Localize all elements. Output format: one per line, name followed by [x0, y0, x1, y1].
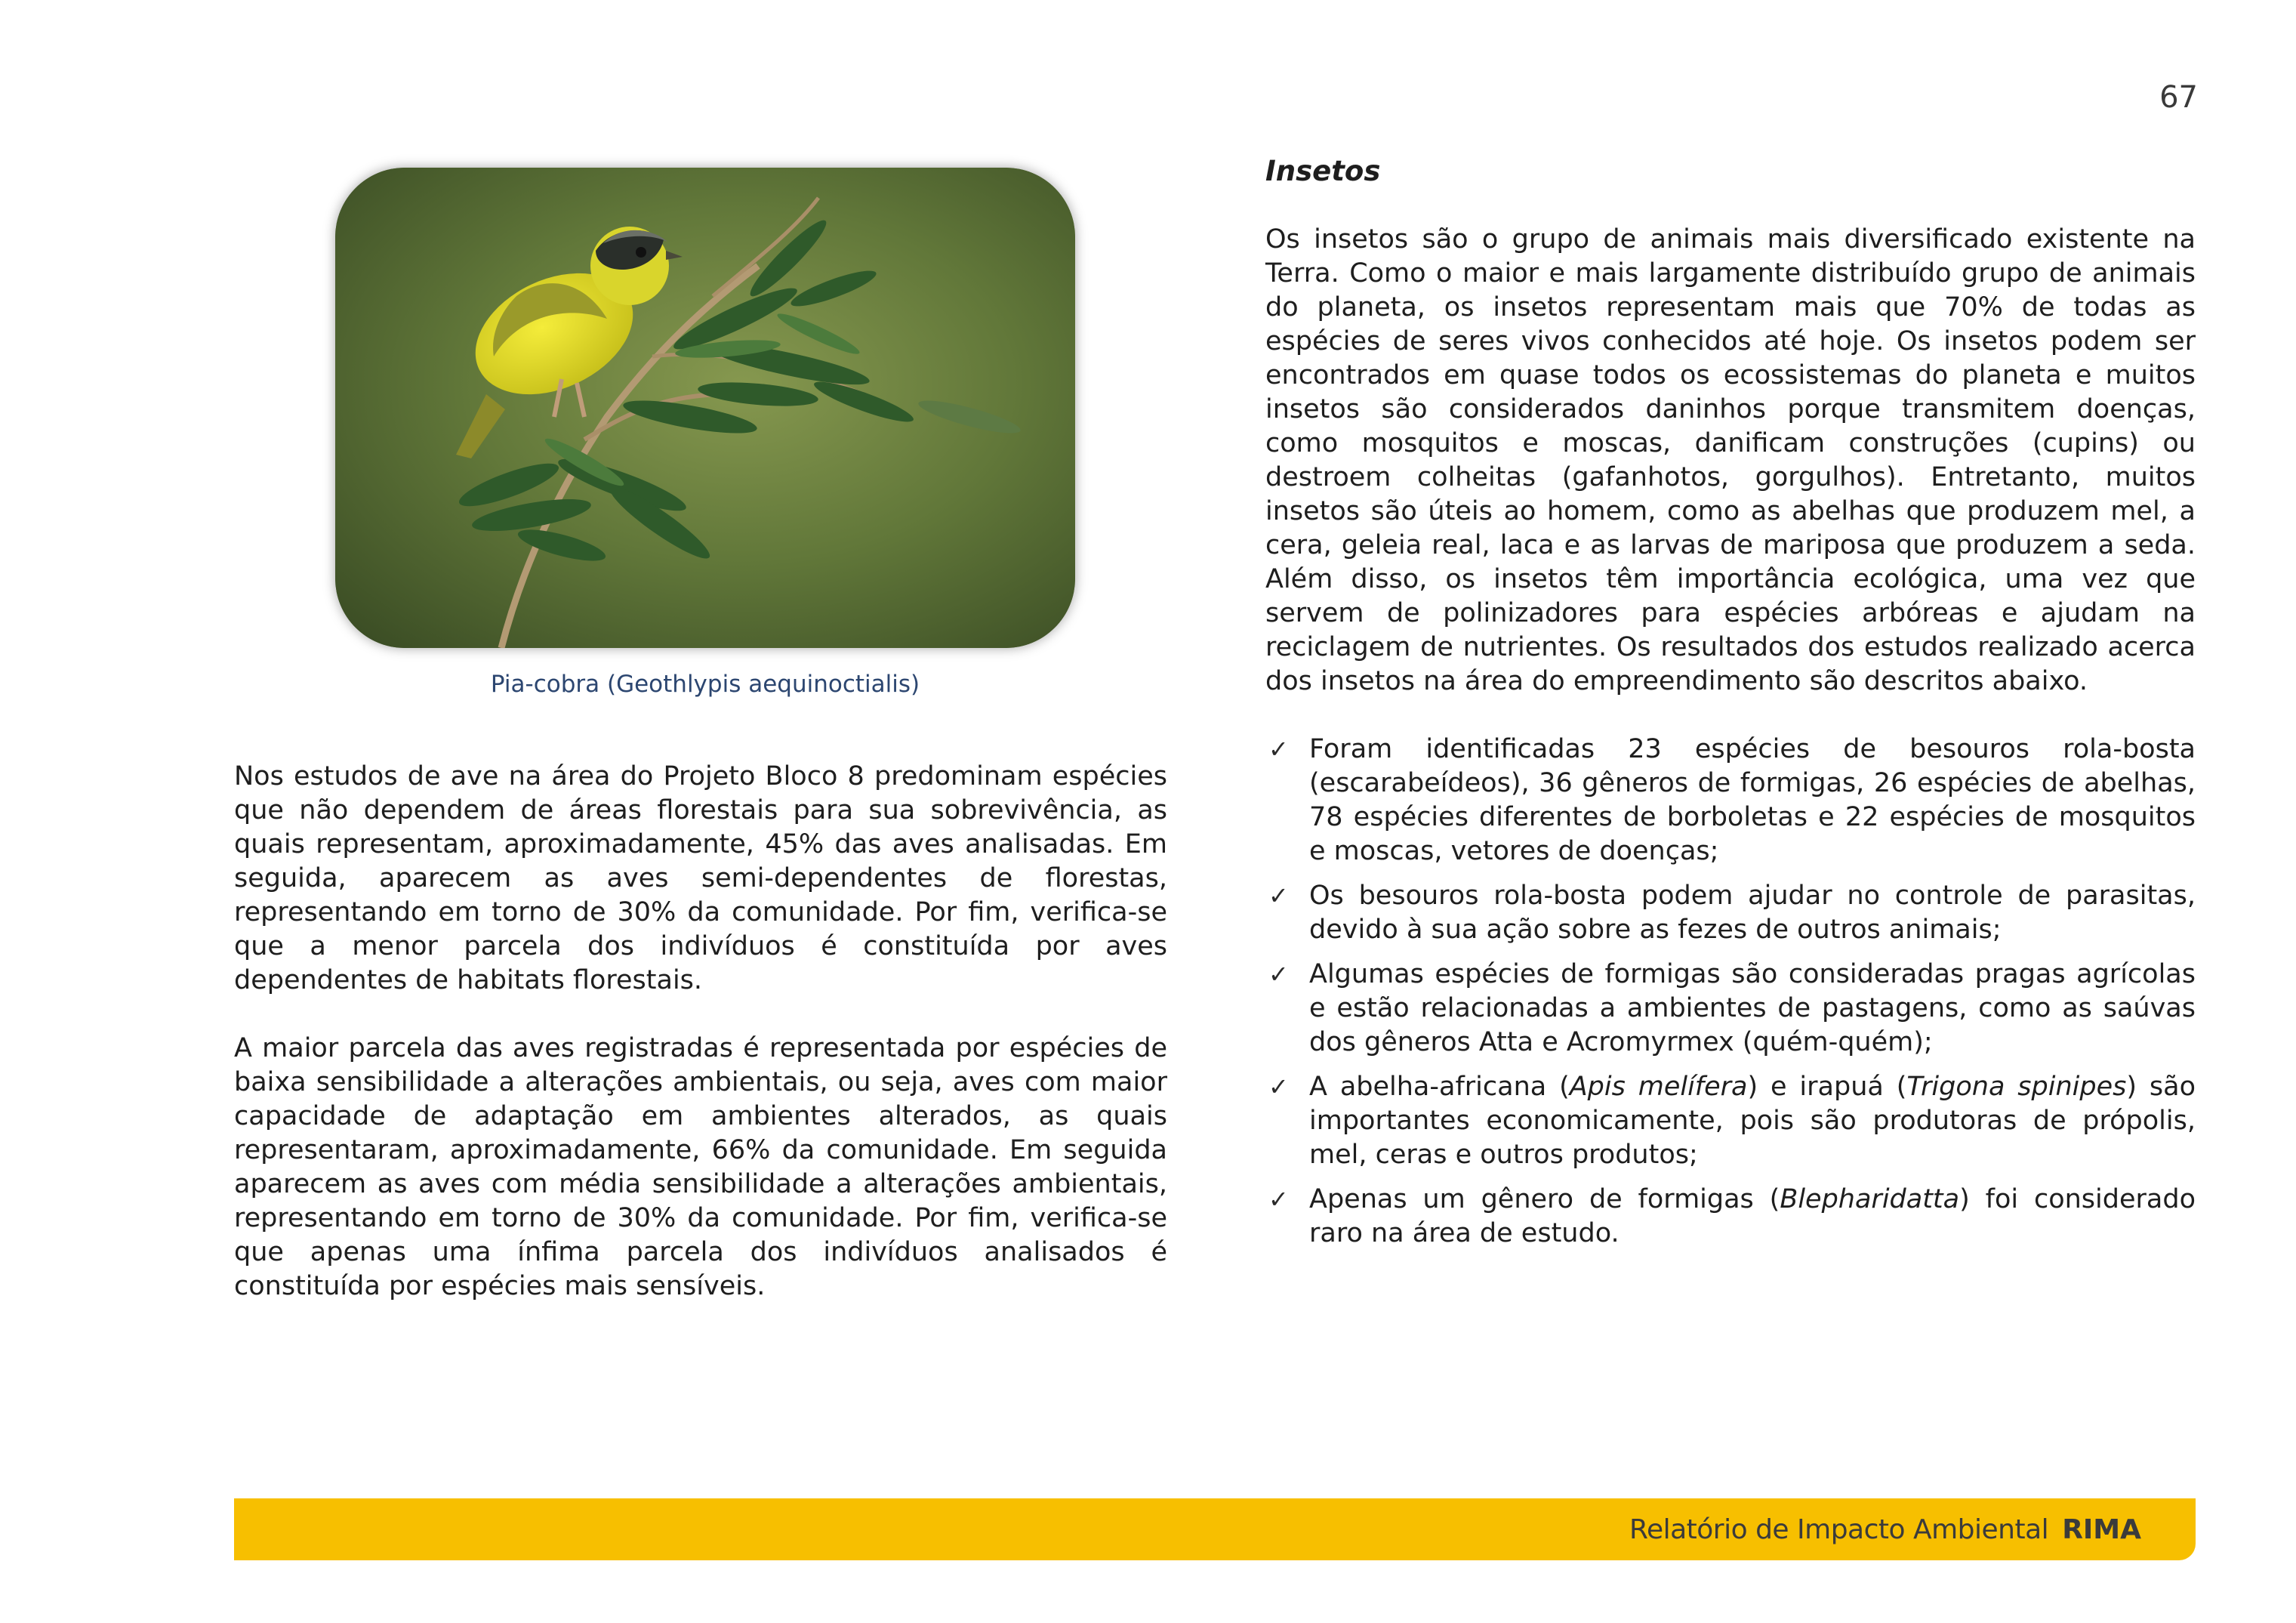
list-item: ✓ A abelha-africana (Apis melífera) e irapuá (Trigona spinipes) são importantes economicamente, pois são produtoras de própolis, mel, ceras e outros produtos; [1268, 1072, 2196, 1170]
birds-paragraph-2: A maior parcela das aves registradas é representada por espécies de baixa sensibilidade a alterações ambientais, ou seja, aves com maior capacidade de adaptação em ambientes alterados, as quais representaram, aproximadamente, 66% da comunidade. Em seguida aparecem as aves com média sensibilidade a alterações ambientais, representando em torno de 30% da comunidade. Por fim, verifica-se que apenas uma ínfima parcela dos indivíduos analisados é constituída por espécies mais sensíveis. [234, 1033, 1167, 1301]
insects-intro: Os insetos são o grupo de animais mais diversificado existente na Terra. Como o maior e mais largamente distribuído grupo de animais do planeta, os insetos representam mais que 70% de todas as espécies de seres vivos conhecidos até hoje. Os insetos podem ser encontrados em quase todos os ecossistemas do planeta e muitos insetos são considerados daninhos porque transmitem doenças, como mosquitos e moscas, danificam construções (cupins) ou destroem colheitas (gafanhotos, gorgulhos). Entretanto, muitos insetos são úteis ao homem, como as abelhas que produzem mel, a cera, geleia real, laca e as larvas de mariposa que produzem a seda. Além disso, os insetos têm importância ecológica, uma vez que servem de polinizadores para espécies arbóreas e ajudam na reciclagem de nutrientes. Os resultados dos estudos realizado acerca dos insetos na área do empreendimento são descritos abaixo. [1265, 224, 2196, 696]
bird-photo [335, 168, 1075, 648]
check-icon: ✓ [1268, 881, 1289, 910]
footer-bar [234, 1498, 2196, 1560]
check-icon: ✓ [1268, 1072, 1289, 1101]
section-title: Insetos [1265, 155, 1381, 187]
list-item: ✓ Os besouros rola-bosta podem ajudar no controle de parasitas, devido à sua ação sobre as fezes de outros animais; [1268, 881, 2196, 945]
birds-paragraph-1: Nos estudos de ave na área do Projeto Bloco 8 predominam espécies que não dependem de áreas florestais para sua sobrevivência, as quais representam, aproximadamente, 45% das aves analisadas. Em seguida, aparecem as aves semi-dependentes de florestas, representando em torno de 30% da comunidade. Por fim, verifica-se que a menor parcela dos indivíduos é constituída por aves dependentes de habitats florestais. [234, 761, 1167, 995]
check-icon: ✓ [1268, 1185, 1289, 1214]
list-item: ✓ Foram identificadas 23 espécies de besouros rola-bosta (escarabeídeos), 36 gêneros de formigas, 26 espécies de abelhas, 78 espécies diferentes de borboletas e 22 espécies de mosquitos e moscas, vetores de doenças; [1268, 734, 2196, 866]
list-item: ✓ Apenas um gênero de formigas (Blepharidatta) foi considerado raro na área de estudo. [1268, 1184, 2196, 1248]
page-number: 67 [2159, 80, 2198, 115]
footer-title: Relatório de Impacto Ambiental [1629, 1513, 2049, 1545]
bird-photo-icon [335, 168, 1075, 648]
right-column [1265, 154, 2196, 1261]
check-icon: ✓ [1268, 960, 1289, 989]
list-item: ✓ Algumas espécies de formigas são consideradas pragas agrícolas e estão relacionadas a ambientes de pastagens, como as saúvas dos gêneros Atta e Acromyrmex (quém-quém); [1268, 959, 2196, 1057]
insects-checklist [1265, 733, 2196, 1251]
footer-brand: RIMA [2062, 1513, 2141, 1545]
check-icon: ✓ [1268, 735, 1289, 764]
figure-caption: Pia-cobra (Geothlypis aequinoctialis) [490, 671, 920, 698]
left-column [234, 760, 1167, 1338]
